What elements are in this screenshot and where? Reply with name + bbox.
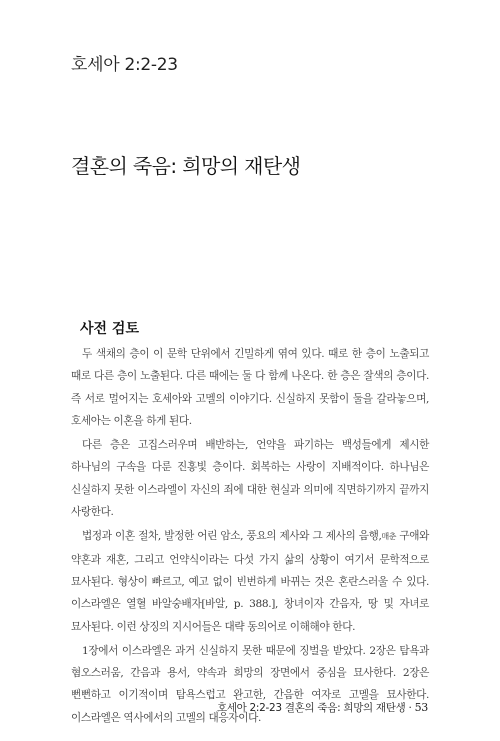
section-heading: 사전 검토 — [80, 321, 139, 337]
page-number: 53 — [414, 701, 428, 714]
passage-reference: 호세아 2:2-23 — [71, 55, 178, 75]
page-footer — [217, 700, 428, 715]
paragraph-text: 구애와 약혼과 재혼, 그리고 언약식이라는 다섯 가지 삶의 상황이 여기서 문학적으로 묘사된다. 형상이 빠르고, 예고 없이 빈번하게 바뀌는 것은 혼란스러울 수 있다. 이스라엘은 열혈 바알숭배자[바알, p. 388.], 창녀이자 간음자, 땅 및 자녀로 묘사된다. 이런 상징의 지시어들은 대략 동의어로 이해해야 한다. — [71, 530, 430, 633]
paragraph: 두 색채의 층이 이 문학 단위에서 긴밀하게 엮여 있다. 때로 한 층이 노출되고 때로 다른 층이 노출된다. 다른 때에는 둘 다 함께 나온다. 한 층은 잘색의 층이다. 즉 서로 멀어지는 호세아와 고멜의 이야기다. 신실하지 못함이 둘을 갈라놓으며, 호세아는 이혼을 하게 된다. — [71, 348, 429, 427]
paragraph: 다른 층은 고집스러우며 배반하는, 언약을 파기하는 백성들에게 제시한 하나님의 구속을 다룬 진홍빛 층이다. 회복하는 사랑이 지배적이다. 하나님은 신실하지 못한 이스라엘이 자신의 죄에 대한 현실과 의미에 직면하기까지 끝까지 사랑한다. — [71, 439, 429, 519]
footer-separator: · — [405, 702, 415, 714]
inline-note: 매춘 — [381, 532, 396, 542]
body-text — [71, 343, 429, 731]
paragraph-text: 법정과 이혼 절차, 발정한 어린 암소, 풍요의 제사와 그 제사의 음행, — [82, 530, 382, 543]
paragraph: 1장에서 이스라엘은 과거 신실하지 못한 때문에 징벌을 받았다. 2장은 탐욕과 혐오스러움, 간음과 용서, 약속과 희망의 장면에서 중심을 묘사한다. 2장은 뻔뻔하고 이기적이며 탐욕스럽고 완고한, 간음한 여자로 고멜을 묘사한다. 이스라엘은 역사에서의 고멜의 대응자이다. — [71, 644, 429, 724]
paragraph — [71, 525, 429, 637]
running-head: 호세아 2:2-23 결혼의 죽음: 희망의 재탄생 — [216, 702, 406, 714]
chapter-title: 결혼의 죽음: 희망의 재탄생 — [71, 154, 301, 178]
